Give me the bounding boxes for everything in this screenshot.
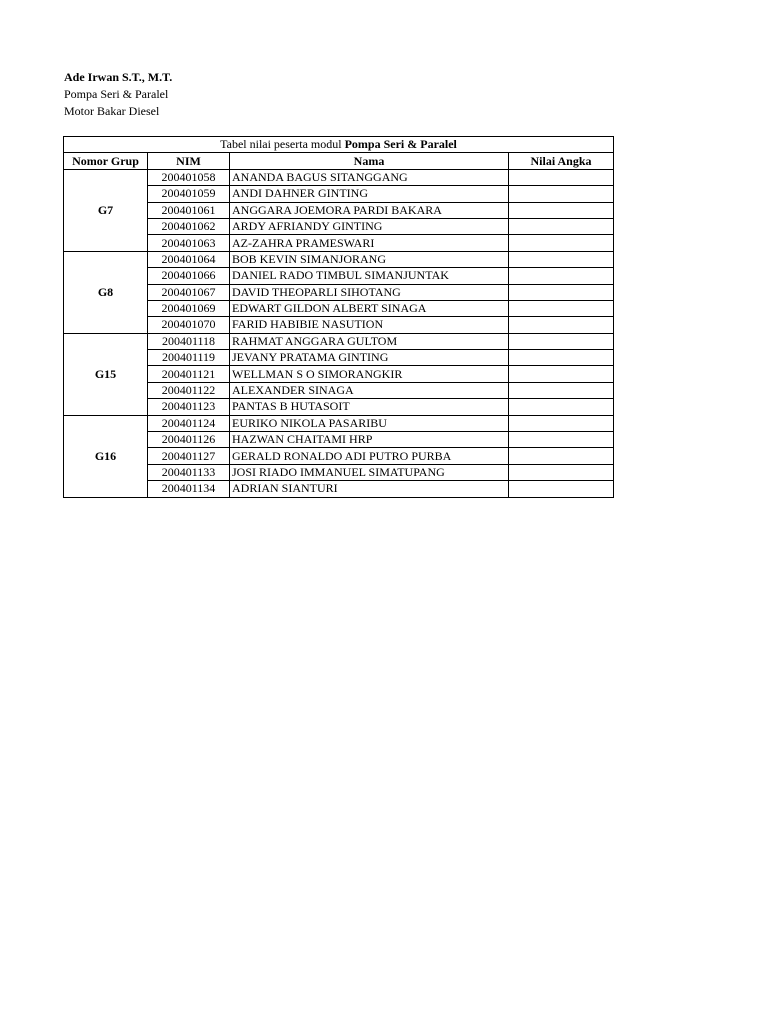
- name-cell: ADRIAN SIANTURI: [230, 481, 509, 497]
- nim-cell: 200401123: [148, 399, 230, 415]
- course-title: Pompa Seri & Paralel: [64, 87, 169, 101]
- nim-cell: 200401122: [148, 382, 230, 398]
- score-cell[interactable]: [509, 399, 614, 415]
- score-cell[interactable]: [509, 284, 614, 300]
- table-body: [64, 169, 614, 497]
- score-cell[interactable]: [509, 481, 614, 497]
- table-row: [64, 333, 614, 349]
- nim-cell: 200401133: [148, 464, 230, 480]
- name-cell: DANIEL RADO TIMBUL SIMANJUNTAK: [230, 268, 509, 284]
- nim-cell: 200401070: [148, 317, 230, 333]
- course-subtitle: Motor Bakar Diesel: [64, 104, 160, 118]
- nim-cell: 200401064: [148, 251, 230, 267]
- table-row: [64, 251, 614, 267]
- name-cell: EDWART GILDON ALBERT SINAGA: [230, 300, 509, 316]
- name-cell: ANANDA BAGUS SITANGGANG: [230, 169, 509, 185]
- score-cell[interactable]: [509, 432, 614, 448]
- score-cell[interactable]: [509, 251, 614, 267]
- table-caption: [64, 137, 614, 153]
- score-cell[interactable]: [509, 235, 614, 251]
- name-cell: JOSI RIADO IMMANUEL SIMATUPANG: [230, 464, 509, 480]
- name-cell: BOB KEVIN SIMANJORANG: [230, 251, 509, 267]
- score-cell[interactable]: [509, 218, 614, 234]
- table-caption-row: [64, 137, 614, 153]
- nim-cell: 200401118: [148, 333, 230, 349]
- group-cell: G15: [64, 333, 148, 415]
- score-cell[interactable]: [509, 169, 614, 185]
- nim-cell: 200401127: [148, 448, 230, 464]
- score-cell[interactable]: [509, 202, 614, 218]
- name-cell: WELLMAN S O SIMORANGKIR: [230, 366, 509, 382]
- name-cell: FARID HABIBIE NASUTION: [230, 317, 509, 333]
- score-cell[interactable]: [509, 186, 614, 202]
- caption-module: Pompa Seri & Paralel: [344, 137, 457, 152]
- score-cell[interactable]: [509, 333, 614, 349]
- nim-cell: 200401059: [148, 186, 230, 202]
- table-row: [64, 169, 614, 185]
- name-cell: RAHMAT ANGGARA GULTOM: [230, 333, 509, 349]
- nim-cell: 200401121: [148, 366, 230, 382]
- table-header-row: [64, 153, 614, 169]
- group-cell: G8: [64, 251, 148, 333]
- nim-cell: 200401126: [148, 432, 230, 448]
- grades-table: [63, 136, 614, 498]
- name-cell: ALEXANDER SINAGA: [230, 382, 509, 398]
- nim-cell: 200401067: [148, 284, 230, 300]
- name-cell: EURIKO NIKOLA PASARIBU: [230, 415, 509, 431]
- nim-cell: 200401063: [148, 235, 230, 251]
- column-header-nim: NIM: [148, 153, 230, 169]
- name-cell: JEVANY PRATAMA GINTING: [230, 350, 509, 366]
- nim-cell: 200401119: [148, 350, 230, 366]
- name-cell: ANDI DAHNER GINTING: [230, 186, 509, 202]
- nim-cell: 200401124: [148, 415, 230, 431]
- group-cell: G16: [64, 415, 148, 497]
- score-cell[interactable]: [509, 415, 614, 431]
- name-cell: GERALD RONALDO ADI PUTRO PURBA: [230, 448, 509, 464]
- column-header-name: Nama: [230, 153, 509, 169]
- nim-cell: 200401058: [148, 169, 230, 185]
- caption-prefix: Tabel nilai peserta modul: [220, 137, 345, 152]
- nim-cell: 200401134: [148, 481, 230, 497]
- nim-cell: 200401061: [148, 202, 230, 218]
- name-cell: AZ-ZAHRA PRAMESWARI: [230, 235, 509, 251]
- name-cell: ANGGARA JOEMORA PARDI BAKARA: [230, 202, 509, 218]
- score-cell[interactable]: [509, 464, 614, 480]
- score-cell[interactable]: [509, 366, 614, 382]
- name-cell: HAZWAN CHAITAMI HRP: [230, 432, 509, 448]
- name-cell: DAVID THEOPARLI SIHOTANG: [230, 284, 509, 300]
- nim-cell: 200401069: [148, 300, 230, 316]
- name-cell: PANTAS B HUTASOIT: [230, 399, 509, 415]
- column-header-group: Nomor Grup: [64, 153, 148, 169]
- table-row: [64, 415, 614, 431]
- document-header: [64, 69, 172, 120]
- column-header-score: Nilai Angka: [509, 153, 614, 169]
- name-cell: ARDY AFRIANDY GINTING: [230, 218, 509, 234]
- score-cell[interactable]: [509, 317, 614, 333]
- score-cell[interactable]: [509, 268, 614, 284]
- score-cell[interactable]: [509, 350, 614, 366]
- score-cell[interactable]: [509, 300, 614, 316]
- group-cell: G7: [64, 169, 148, 251]
- nim-cell: 200401062: [148, 218, 230, 234]
- score-cell[interactable]: [509, 448, 614, 464]
- author-name: Ade Irwan S.T., M.T.: [64, 70, 173, 84]
- score-cell[interactable]: [509, 382, 614, 398]
- nim-cell: 200401066: [148, 268, 230, 284]
